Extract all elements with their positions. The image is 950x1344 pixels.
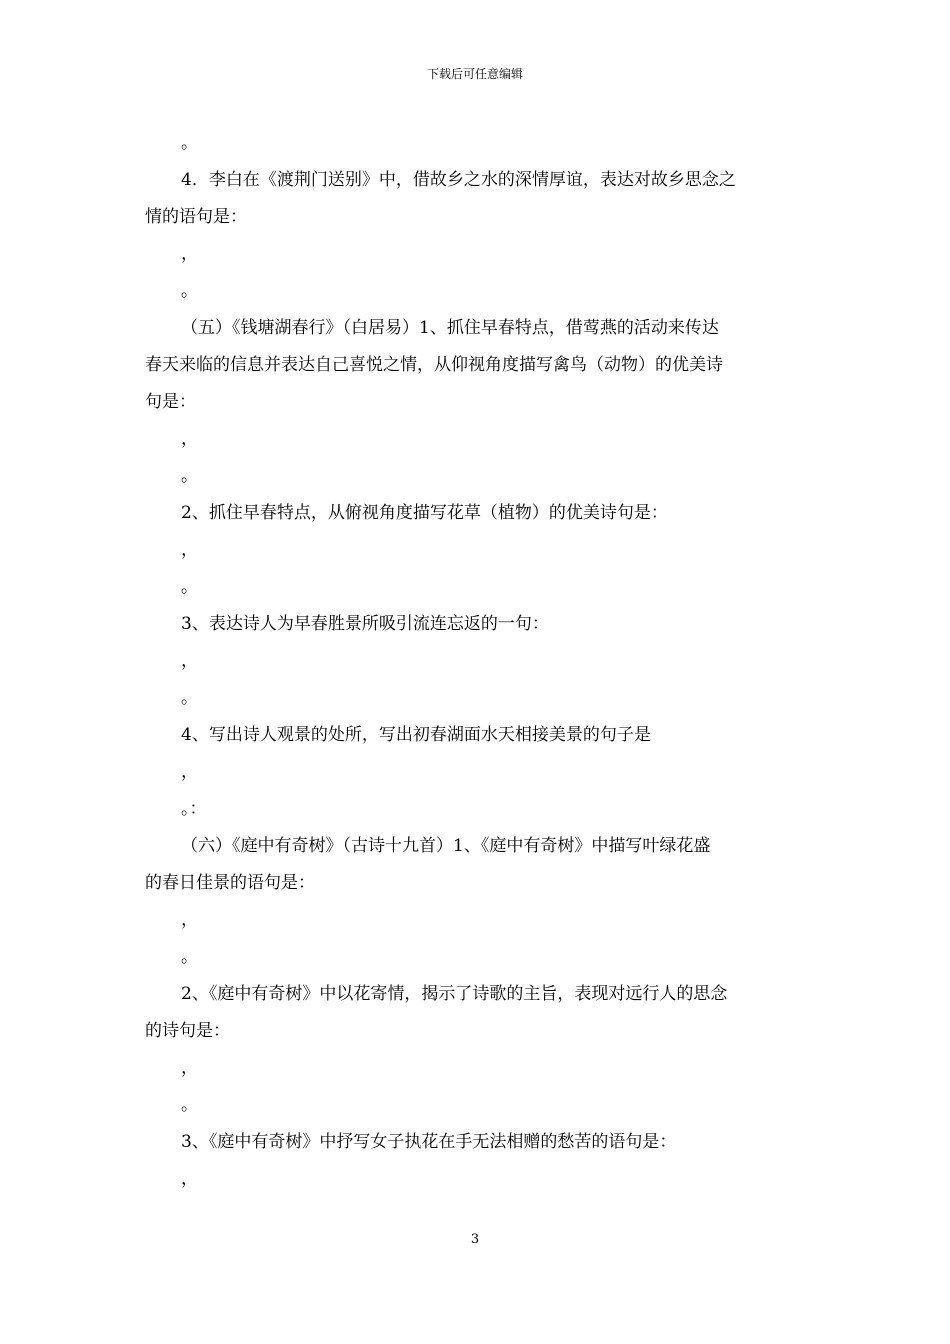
text-line: ，	[181, 1058, 198, 1078]
text-line: 。	[181, 466, 198, 486]
text-line: 3、表达诗人为早春胜景所吸引流连忘返的一句：	[181, 614, 549, 634]
text-line: ，	[181, 910, 198, 930]
text-line: 。	[181, 577, 198, 597]
text-line: ，	[181, 540, 198, 560]
text-line: 。	[181, 281, 198, 301]
text-line: 春天来临的信息并表达自己喜悦之情，从仰视角度描写禽鸟（动物）的优美诗	[145, 355, 723, 375]
text-line: ，	[181, 1169, 198, 1189]
text-line: 。	[181, 1095, 198, 1115]
text-line: 。	[181, 688, 198, 708]
text-line: 情的语句是：	[145, 207, 247, 227]
text-line: 的春日佳景的语句是：	[145, 873, 315, 893]
text-line: 。	[181, 947, 198, 967]
text-line: 。	[181, 133, 198, 153]
document-body	[145, 125, 807, 1198]
text-line: ，	[181, 244, 198, 264]
text-line: ，	[181, 762, 198, 782]
text-line: 句是：	[145, 392, 196, 412]
text-line: 3、《庭中有奇树》中抒写女子执花在手无法相赠的愁苦的语句是：	[181, 1132, 677, 1152]
text-line: ，	[181, 651, 198, 671]
text-line: （五）《钱塘湖春行》（白居易）1、抓住早春特点，借莺燕的活动来传达	[181, 318, 719, 338]
text-line: 的诗句是：	[145, 1021, 230, 1041]
text-line: 4、写出诗人观景的处所，写出初春湖面水天相接美景的句子是	[181, 725, 651, 745]
text-line: （六）《庭中有奇树》（古诗十九首）1、《庭中有奇树》中描写叶绿花盛	[181, 836, 711, 856]
text-line: 。：	[181, 799, 207, 819]
page-number: 3	[470, 1232, 480, 1247]
text-line: 2、抓住早春特点，从俯视角度描写花草（植物）的优美诗句是：	[181, 503, 668, 523]
text-line: 4．李白在《渡荆门送别》中，借故乡之水的深情厚谊，表达对故乡思念之	[181, 170, 736, 190]
text-line: ，	[181, 429, 198, 449]
page-header: 下载后可任意编辑	[426, 67, 523, 81]
text-line: 2、《庭中有奇树》中以花寄情，揭示了诗歌的主旨，表现对远行人的思念	[181, 984, 728, 1004]
